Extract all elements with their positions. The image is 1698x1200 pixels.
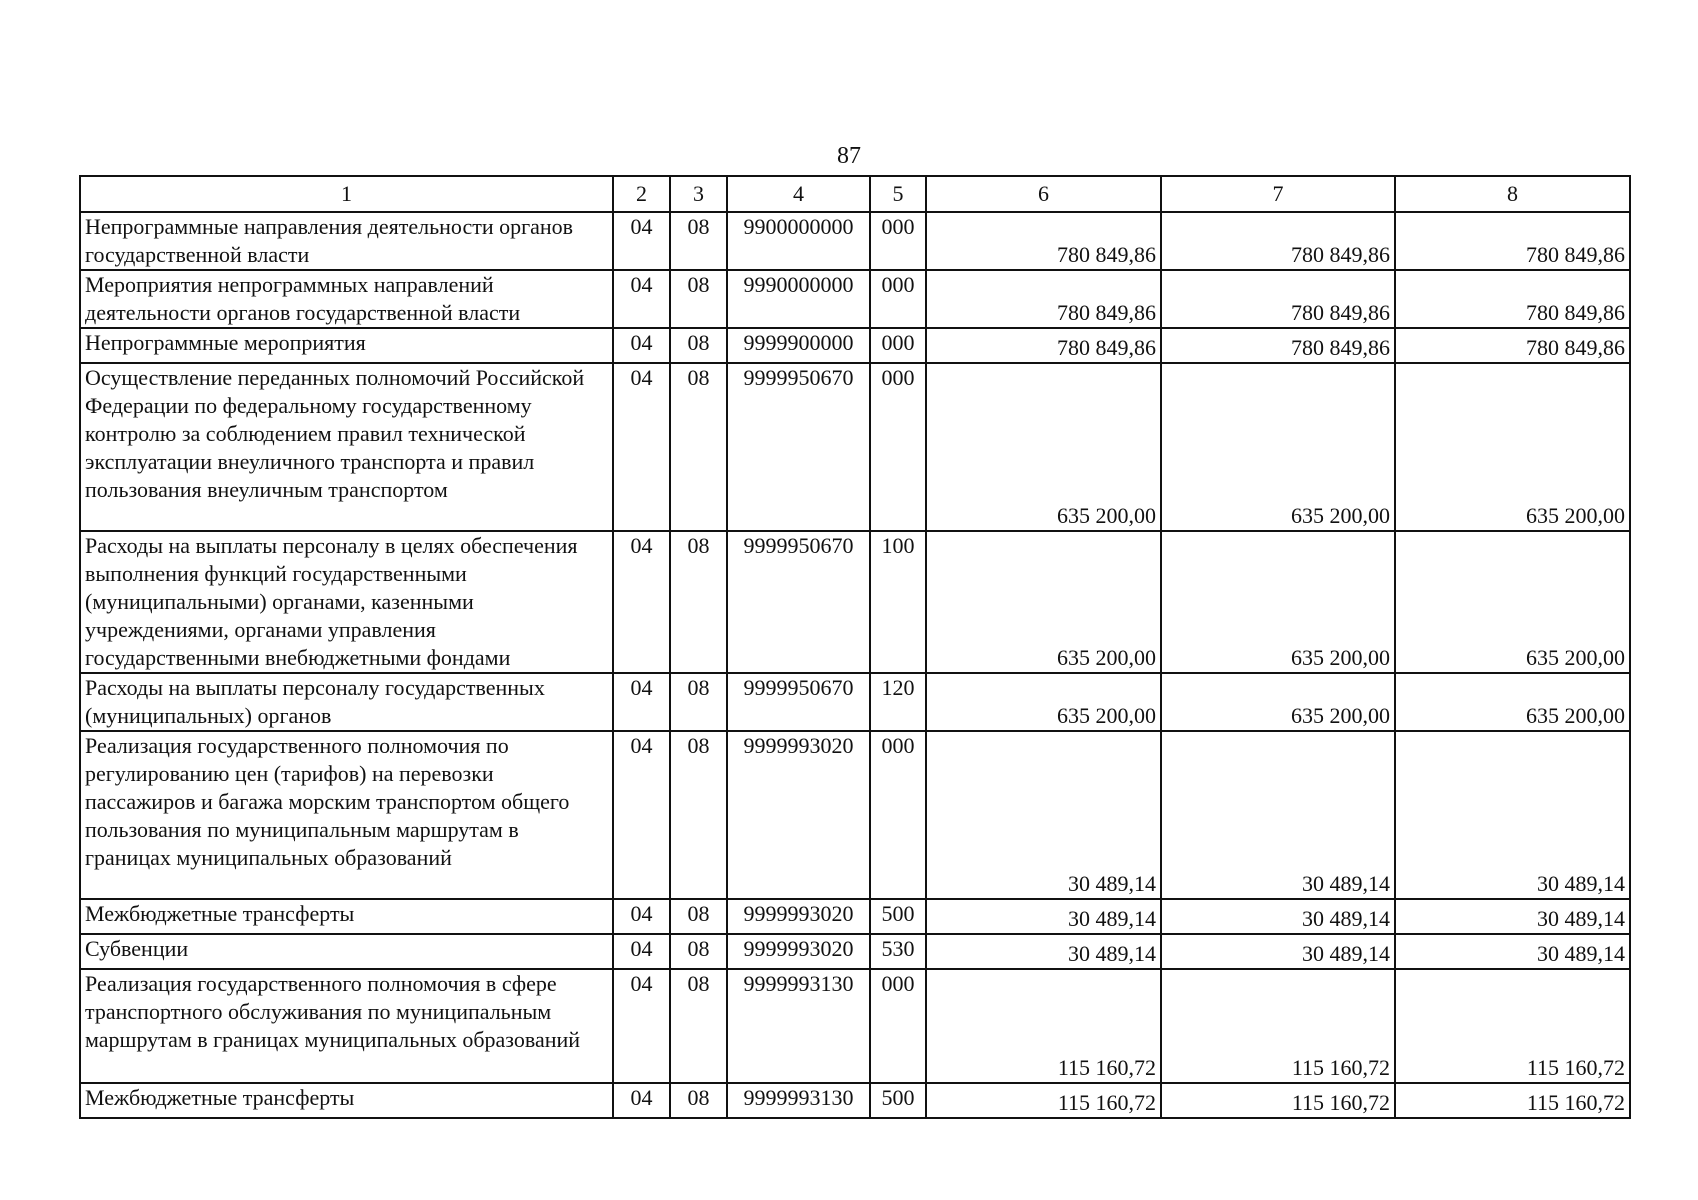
amount-col-7: 780 849,86 [1161, 212, 1395, 270]
section-code: 04 [613, 270, 670, 328]
expense-name: Межбюджетные трансферты [80, 1083, 613, 1118]
section-code: 04 [613, 899, 670, 934]
amount-col-6: 635 200,00 [926, 363, 1161, 531]
target-article-code: 9999993130 [727, 969, 870, 1083]
table-row [80, 673, 1630, 731]
target-article-code: 9999950670 [727, 673, 870, 731]
table-row [80, 363, 1630, 531]
amount-col-6: 115 160,72 [926, 969, 1161, 1083]
subsection-code: 08 [670, 731, 727, 899]
table-header-row [80, 176, 1630, 212]
amount-col-6: 30 489,14 [926, 731, 1161, 899]
amount-col-6: 115 160,72 [926, 1083, 1161, 1118]
amount-col-8: 30 489,14 [1395, 731, 1630, 899]
subsection-code: 08 [670, 270, 727, 328]
expense-name: Реализация государственного полномочия по регулированию цен (тарифов) на перевозки пассажиров и багажа морским транспортом общего пользования по муниципальным маршрутам в границах муниципальных образований [80, 731, 613, 899]
target-article-code: 9990000000 [727, 270, 870, 328]
table-row [80, 328, 1630, 363]
target-article-code: 9999993020 [727, 899, 870, 934]
table-row [80, 531, 1630, 673]
table-row [80, 212, 1630, 270]
section-code: 04 [613, 1083, 670, 1118]
amount-col-7: 115 160,72 [1161, 969, 1395, 1083]
target-article-code: 9999950670 [727, 531, 870, 673]
amount-col-8: 635 200,00 [1395, 363, 1630, 531]
target-article-code: 9999993020 [727, 934, 870, 969]
subsection-code: 08 [670, 934, 727, 969]
budget-table [79, 175, 1631, 1119]
subsection-code: 08 [670, 673, 727, 731]
subsection-code: 08 [670, 363, 727, 531]
column-header: 7 [1161, 176, 1395, 212]
expense-type-code: 000 [870, 363, 926, 531]
amount-col-7: 635 200,00 [1161, 531, 1395, 673]
expense-name: Непрограммные мероприятия [80, 328, 613, 363]
amount-col-6: 30 489,14 [926, 899, 1161, 934]
expense-type-code: 000 [870, 969, 926, 1083]
table-row [80, 899, 1630, 934]
table-row [80, 969, 1630, 1083]
expense-type-code: 000 [870, 328, 926, 363]
column-header: 6 [926, 176, 1161, 212]
subsection-code: 08 [670, 1083, 727, 1118]
table-row [80, 1083, 1630, 1118]
page-number: 87 [837, 143, 861, 169]
column-header: 5 [870, 176, 926, 212]
target-article-code: 9999993130 [727, 1083, 870, 1118]
amount-col-7: 30 489,14 [1161, 731, 1395, 899]
expense-type-code: 000 [870, 731, 926, 899]
target-article-code: 9999950670 [727, 363, 870, 531]
expense-name: Межбюджетные трансферты [80, 899, 613, 934]
amount-col-8: 780 849,86 [1395, 212, 1630, 270]
expense-type-code: 000 [870, 270, 926, 328]
expense-name: Субвенции [80, 934, 613, 969]
expense-type-code: 000 [870, 212, 926, 270]
expense-name: Непрограммные направления деятельности органов государственной власти [80, 212, 613, 270]
target-article-code: 9900000000 [727, 212, 870, 270]
section-code: 04 [613, 531, 670, 673]
table-row [80, 731, 1630, 899]
amount-col-7: 30 489,14 [1161, 934, 1395, 969]
amount-col-8: 30 489,14 [1395, 899, 1630, 934]
amount-col-8: 30 489,14 [1395, 934, 1630, 969]
subsection-code: 08 [670, 328, 727, 363]
amount-col-6: 780 849,86 [926, 212, 1161, 270]
amount-col-7: 30 489,14 [1161, 899, 1395, 934]
target-article-code: 9999993020 [727, 731, 870, 899]
subsection-code: 08 [670, 531, 727, 673]
amount-col-7: 635 200,00 [1161, 363, 1395, 531]
expense-name: Расходы на выплаты персоналу государственных (муниципальных) органов [80, 673, 613, 731]
amount-col-8: 115 160,72 [1395, 969, 1630, 1083]
amount-col-8: 780 849,86 [1395, 328, 1630, 363]
amount-col-8: 635 200,00 [1395, 531, 1630, 673]
section-code: 04 [613, 328, 670, 363]
amount-col-8: 115 160,72 [1395, 1083, 1630, 1118]
table-row [80, 270, 1630, 328]
section-code: 04 [613, 934, 670, 969]
amount-col-6: 780 849,86 [926, 328, 1161, 363]
expense-type-code: 500 [870, 899, 926, 934]
column-header: 8 [1395, 176, 1630, 212]
column-header: 2 [613, 176, 670, 212]
section-code: 04 [613, 731, 670, 899]
expense-type-code: 100 [870, 531, 926, 673]
amount-col-8: 780 849,86 [1395, 270, 1630, 328]
section-code: 04 [613, 673, 670, 731]
expense-name: Осуществление переданных полномочий Российской Федерации по федеральному государственному контролю за соблюдением правил технической эксплуатации внеуличного транспорта и правил пользования внеуличным транспортом [80, 363, 613, 531]
column-header: 4 [727, 176, 870, 212]
amount-col-6: 635 200,00 [926, 673, 1161, 731]
amount-col-6: 30 489,14 [926, 934, 1161, 969]
column-header: 3 [670, 176, 727, 212]
amount-col-7: 780 849,86 [1161, 270, 1395, 328]
amount-col-7: 780 849,86 [1161, 328, 1395, 363]
amount-col-8: 635 200,00 [1395, 673, 1630, 731]
section-code: 04 [613, 363, 670, 531]
amount-col-6: 635 200,00 [926, 531, 1161, 673]
expense-type-code: 530 [870, 934, 926, 969]
column-header: 1 [80, 176, 613, 212]
table-row [80, 934, 1630, 969]
subsection-code: 08 [670, 212, 727, 270]
expense-name: Расходы на выплаты персоналу в целях обеспечения выполнения функций государственными (муниципальными) органами, казенными учреждениями, органами управления государственными внебюджетными фондами [80, 531, 613, 673]
amount-col-7: 115 160,72 [1161, 1083, 1395, 1118]
section-code: 04 [613, 969, 670, 1083]
expense-type-code: 120 [870, 673, 926, 731]
expense-name: Реализация государственного полномочия в сфере транспортного обслуживания по муниципальным маршрутам в границах муниципальных образований [80, 969, 613, 1083]
subsection-code: 08 [670, 969, 727, 1083]
subsection-code: 08 [670, 899, 727, 934]
amount-col-7: 635 200,00 [1161, 673, 1395, 731]
expense-type-code: 500 [870, 1083, 926, 1118]
target-article-code: 9999900000 [727, 328, 870, 363]
amount-col-6: 780 849,86 [926, 270, 1161, 328]
section-code: 04 [613, 212, 670, 270]
expense-name: Мероприятия непрограммных направлений деятельности органов государственной власти [80, 270, 613, 328]
